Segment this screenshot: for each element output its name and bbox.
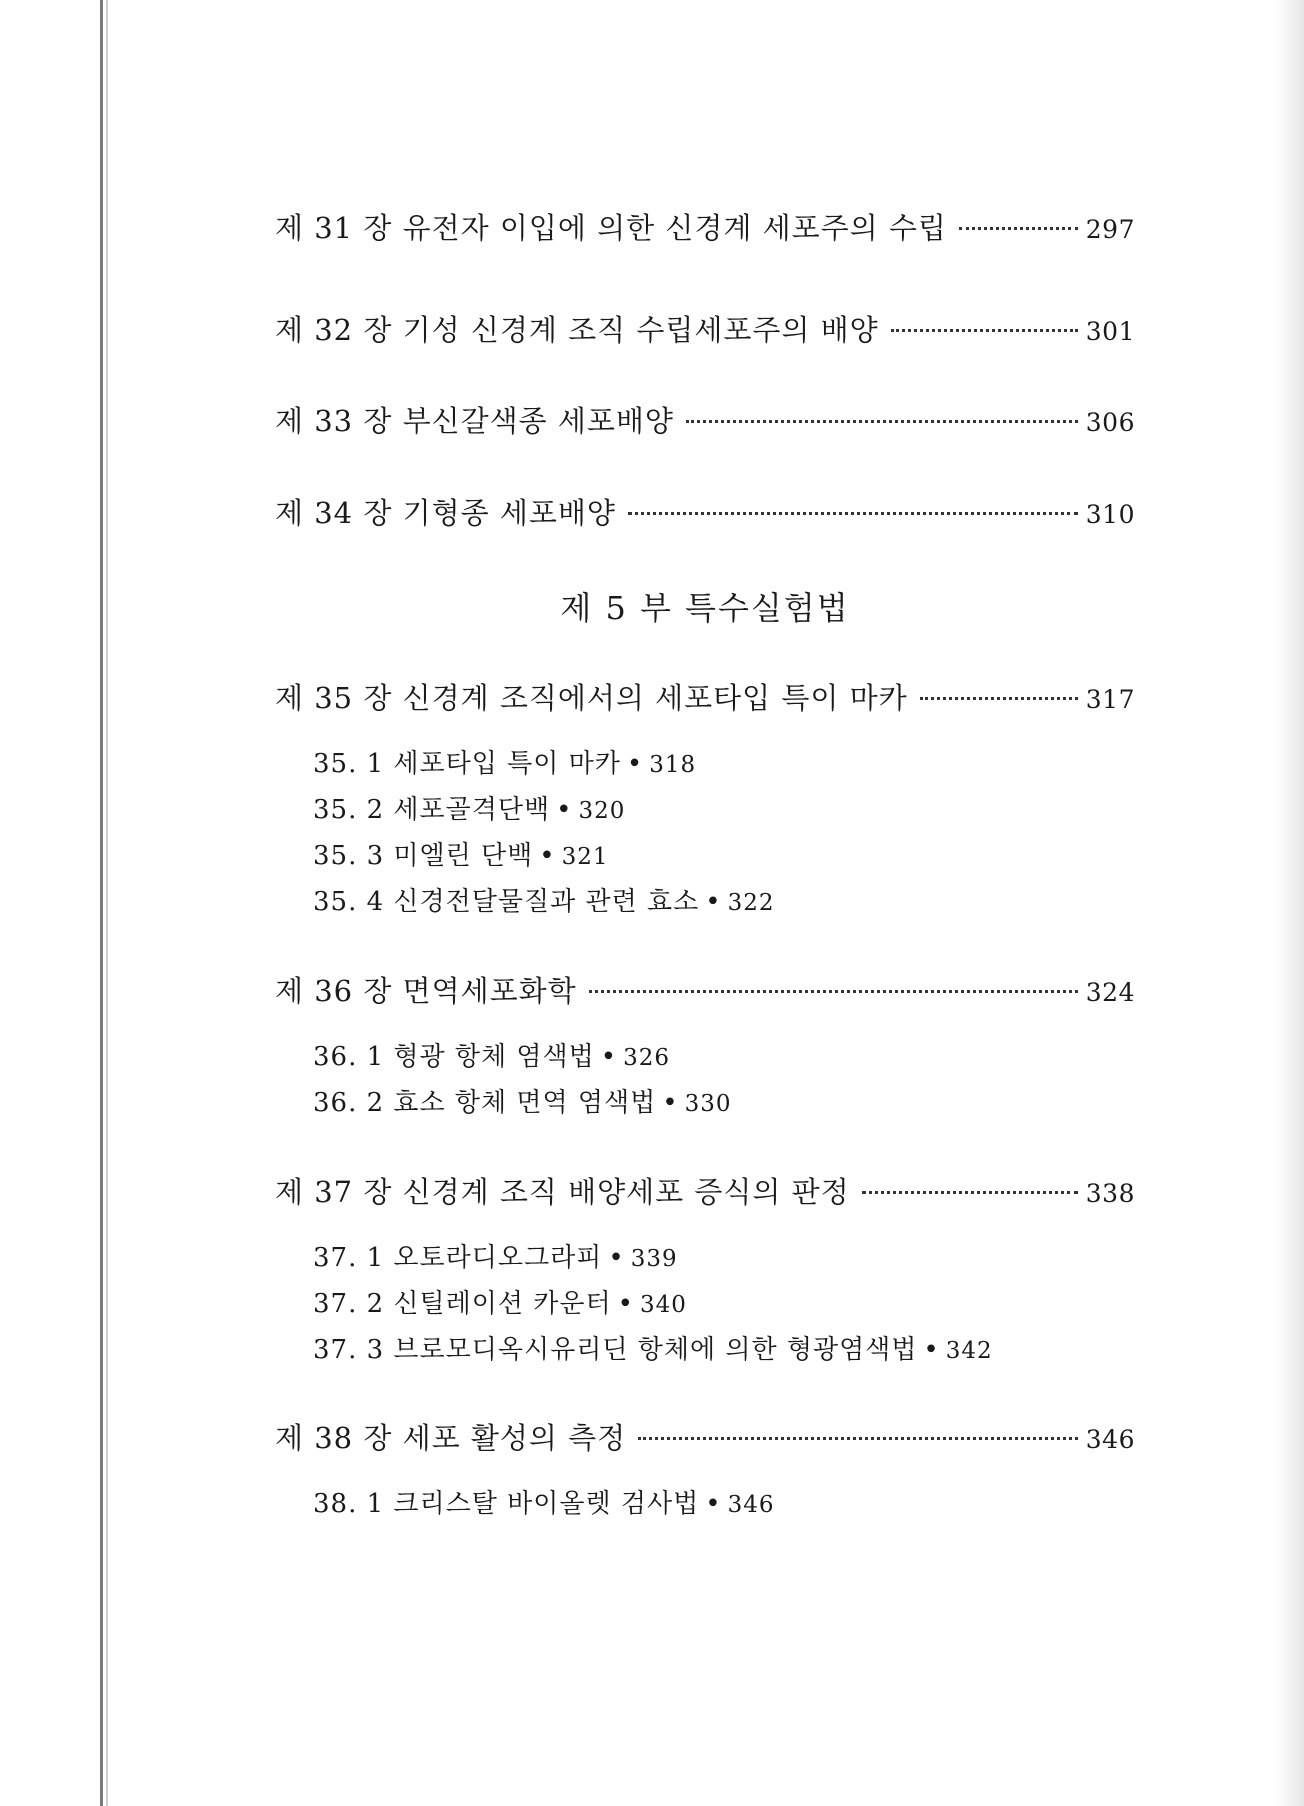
toc-section <box>313 881 774 918</box>
dot-leader <box>959 226 1078 230</box>
chapter-page: 297 <box>1085 215 1135 244</box>
chapter-page: 306 <box>1085 408 1135 437</box>
toc-section <box>313 1036 670 1073</box>
section-separator: • <box>705 887 722 917</box>
section-page: 346 <box>727 1492 775 1518</box>
chapter-title: 제 34 장 기형종 세포배양 <box>275 496 616 530</box>
section-title: 36. 1 형광 항체 염색법 <box>313 1042 595 1072</box>
chapter-title: 제 31 장 유전자 이입에 의한 신경계 세포주의 수립 <box>275 211 947 245</box>
chapter-page: 346 <box>1085 1425 1135 1454</box>
page-edge-shadow <box>1276 0 1304 1806</box>
dot-leader <box>891 328 1078 332</box>
section-separator: • <box>923 1335 940 1365</box>
toc-chapter-36 <box>275 969 1135 1010</box>
section-title: 35. 3 미엘린 단백 <box>313 841 534 871</box>
section-title: 37. 1 오토라디오그라피 <box>313 1243 603 1273</box>
toc-chapter-35 <box>275 676 1135 717</box>
dot-leader <box>686 419 1078 423</box>
section-page: 322 <box>727 890 775 916</box>
toc-section <box>313 1237 678 1274</box>
toc-chapter-34 <box>275 491 1135 532</box>
toc-section <box>313 1082 732 1119</box>
chapter-title: 제 36 장 면역세포화학 <box>275 974 577 1008</box>
toc-chapter-32 <box>275 308 1135 349</box>
section-page: 339 <box>630 1246 678 1272</box>
chapter-title: 제 37 장 신경계 조직 배양세포 증식의 판정 <box>275 1175 850 1209</box>
dot-leader <box>862 1190 1078 1194</box>
section-title: 35. 2 세포골격단백 <box>313 795 551 825</box>
section-separator: • <box>705 1489 722 1519</box>
section-separator: • <box>608 1243 625 1273</box>
section-title: 37. 3 브로모디옥시유리딘 항체에 의한 형광염색법 <box>313 1335 918 1365</box>
chapter-title: 제 35 장 신경계 조직에서의 세포타입 특이 마카 <box>275 681 908 715</box>
section-page: 340 <box>639 1292 687 1318</box>
chapter-title: 제 38 장 세포 활성의 측정 <box>275 1421 627 1455</box>
chapter-title: 제 33 장 부신갈색종 세포배양 <box>275 404 674 438</box>
toc-chapter-38 <box>275 1416 1135 1457</box>
chapter-page: 310 <box>1085 500 1135 529</box>
chapter-page: 324 <box>1085 978 1135 1007</box>
dot-leader <box>589 989 1078 993</box>
chapter-page: 301 <box>1085 317 1135 346</box>
section-title: 36. 2 효소 항체 면역 염색법 <box>313 1088 657 1118</box>
toc-chapter-31 <box>275 206 1135 247</box>
part-heading: 제 5 부 특수실험법 <box>560 589 850 627</box>
section-separator: • <box>626 749 644 779</box>
toc-section <box>313 1483 774 1520</box>
section-separator: • <box>539 841 556 871</box>
chapter-page: 338 <box>1085 1179 1135 1208</box>
section-page: 326 <box>623 1045 671 1071</box>
toc-section <box>313 1283 687 1320</box>
section-separator: • <box>662 1088 679 1118</box>
section-page: 320 <box>578 798 626 824</box>
toc-section <box>313 1329 993 1366</box>
section-title: 37. 2 신틸레이션 카운터 <box>313 1289 612 1319</box>
section-page: 330 <box>684 1091 732 1117</box>
dot-leader <box>628 511 1078 515</box>
dot-leader <box>920 696 1078 700</box>
dot-leader <box>638 1436 1078 1440</box>
chapter-title: 제 32 장 기성 신경계 조직 수립세포주의 배양 <box>275 313 879 347</box>
toc-section <box>313 743 696 780</box>
chapter-page: 317 <box>1085 685 1135 714</box>
section-title: 35. 4 신경전달물질과 관련 효소 <box>313 887 700 917</box>
section-separator: • <box>617 1289 634 1319</box>
toc-chapter-37 <box>275 1170 1135 1211</box>
section-page: 318 <box>649 752 697 778</box>
section-title: 35. 1 세포타입 특이 마카 <box>313 749 621 779</box>
section-page: 321 <box>561 844 609 870</box>
section-separator: • <box>600 1042 618 1072</box>
section-title: 38. 1 크리스탈 바이올렛 검사법 <box>313 1489 700 1519</box>
toc-chapter-33 <box>275 399 1135 440</box>
toc-section <box>313 789 625 826</box>
section-page: 342 <box>945 1338 993 1364</box>
toc-section <box>313 835 609 872</box>
section-separator: • <box>556 795 573 825</box>
